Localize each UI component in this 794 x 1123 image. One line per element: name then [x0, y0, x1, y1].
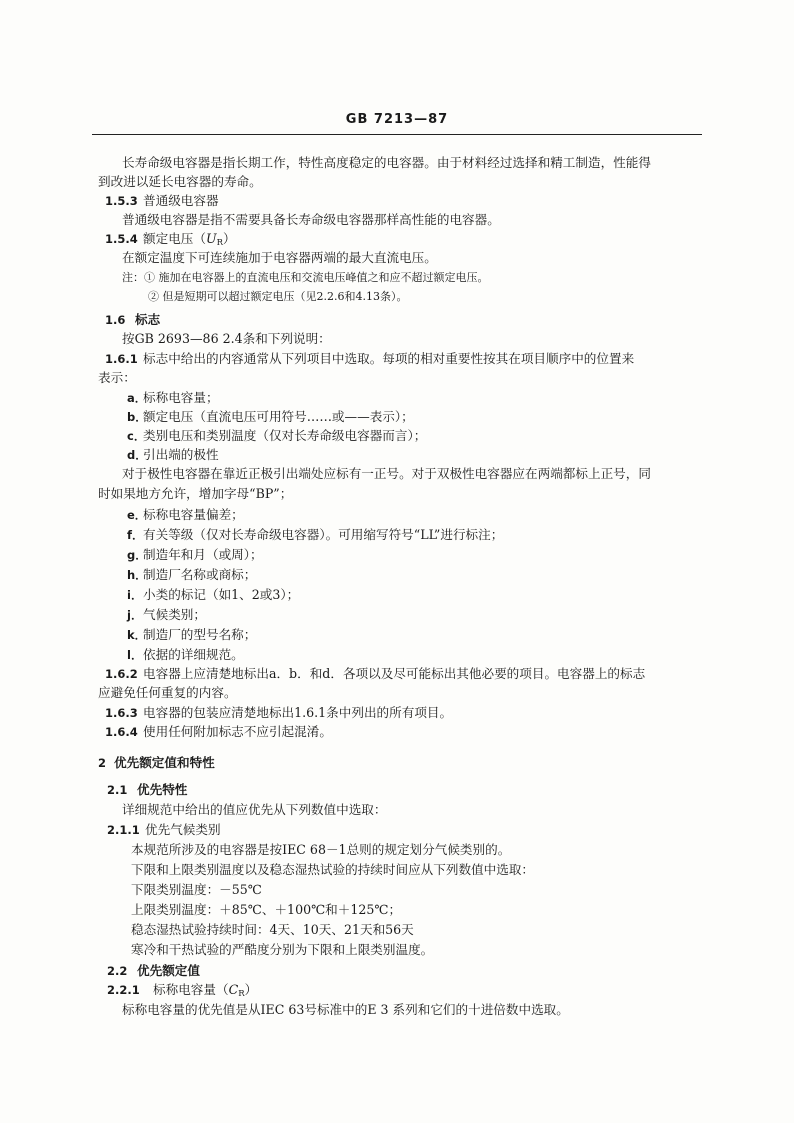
section-heading [107, 982, 257, 1002]
symbol-subscript: R [238, 989, 245, 999]
list-item [127, 627, 256, 643]
section-number: 2.2.1 [107, 983, 140, 997]
symbol-u: U [205, 231, 217, 246]
list-text: 有关等级（仅对长寿命级电容器）。可用缩写符号“LL”进行标注； [143, 527, 504, 542]
section-text: 标志中给出的内容通常从下列项目中选取。每项的相对重要性按其在项目顺序中的位置来 [143, 351, 635, 366]
paragraph-line: 上限类别温度：＋85℃、＋100℃和＋125℃； [131, 902, 402, 917]
paragraph-line: 表示： [98, 370, 136, 385]
paragraph-line: 本规范所涉及的电容器是按IEC 68－1总则的规定划分气候类别的。 [131, 842, 511, 857]
note-line: 注：① 施加在电容器上的直流电压和交流电压峰值之和应不超过额定电压。 [122, 271, 489, 284]
note-line: ② 但是短期可以超过额定电压（见2.2.6和4.13条）。 [148, 290, 408, 303]
list-key: k． [127, 628, 147, 642]
paragraph-line: 标称电容量的优先值是从IEC 63号标准中的E 3 系列和它们的十进倍数中选取。 [122, 1002, 569, 1017]
section-heading [105, 231, 236, 251]
section-text: 使用任何附加标志不应引起混淆。 [143, 724, 332, 739]
symbol-c: C [228, 982, 239, 997]
paragraph-line: 时如果地方允许，增加字母“BP”； [98, 486, 293, 501]
list-key: c． [127, 429, 146, 443]
section-title-close: ） [223, 231, 236, 246]
section-text: 电容器上应清楚地标出a．b．和d．各项以及尽可能标出其他必要的项目。电容器上的标志 [143, 666, 646, 681]
list-text: 类别电压和类别温度（仅对长寿命级电容器而言）； [143, 428, 427, 443]
section-number: 1.6.3 [105, 706, 138, 720]
section-heading [105, 312, 160, 328]
section-text: 电容器的包装应清楚地标出1.6.1条中列出的所有项目。 [143, 705, 453, 720]
paragraph-line: 在额定温度下可连续施加于电容器两端的最大直流电压。 [122, 250, 437, 265]
list-item [127, 428, 426, 444]
section-heading [105, 351, 634, 367]
list-key: d． [127, 448, 147, 462]
list-item [127, 409, 414, 425]
list-key: f． [127, 528, 144, 542]
section-title: 优先气候类别 [145, 822, 221, 837]
paragraph-line: 长寿命级电容器是指长期工作，特性高度稳定的电容器。由于材料经过选择和精工制造，性能得 [122, 155, 651, 170]
section-number: 1.6.1 [105, 352, 138, 366]
section-title: 额定电压（ [143, 231, 206, 246]
paragraph-line: 稳态湿热试验持续时间：4天、10天、21天和56天 [131, 922, 414, 937]
paragraph-line: 详细规范中给出的值应优先从下列数值中选取： [122, 802, 387, 817]
paragraph-line: 寒冷和干热试验的严酷度分别为下限和上限类别温度。 [131, 942, 434, 957]
list-text: 引出端的极性 [143, 447, 219, 462]
list-text: 制造年和月（或周）； [143, 547, 263, 562]
list-text: 依据的详细规范。 [143, 647, 244, 662]
list-text: 制造厂名称或商标； [143, 567, 257, 582]
list-item [127, 527, 503, 543]
standard-code-header: GB 7213—87 [345, 112, 449, 127]
section-title: 标称电容量（ [153, 982, 229, 997]
list-item [127, 390, 219, 406]
section-heading [105, 724, 332, 740]
section-heading [107, 822, 221, 838]
section-number: 2.1 [107, 783, 128, 797]
list-text: 额定电压（直流电压可用符号……或——表示）； [143, 409, 414, 424]
list-key: h． [127, 568, 147, 582]
section-title-close: ） [244, 982, 258, 997]
section-number: 1.5.3 [105, 194, 138, 208]
section-heading [105, 705, 452, 721]
list-item [127, 447, 219, 463]
list-key: i． [127, 588, 143, 602]
section-title: 优先特性 [137, 782, 188, 797]
section-number: 2.1.1 [107, 823, 140, 837]
paragraph-line: 应避免任何重复的内容。 [98, 685, 237, 700]
section-number: 1.5.4 [105, 232, 138, 246]
paragraph-line: 到改进以延长电容器的寿命。 [98, 174, 262, 189]
paragraph-line: 下限类别温度：－55℃ [131, 882, 262, 897]
section-heading [107, 963, 200, 979]
list-key: g． [127, 548, 147, 562]
paragraph-line: 普通级电容器是指不需要具备长寿命级电容器那样高性能的电容器。 [122, 212, 500, 227]
list-text: 制造厂的型号名称； [143, 627, 257, 642]
section-number: 1.6.4 [105, 725, 138, 739]
list-item [127, 567, 256, 583]
list-item [127, 507, 244, 523]
section-heading [105, 666, 645, 682]
section-title: 普通级电容器 [143, 193, 219, 208]
list-text: 标称电容量； [143, 390, 219, 405]
paragraph-line: 对于极性电容器在靠近正极引出端处应标有一正号。对于双极性电容器应在两端都标上正号，同 [122, 466, 651, 481]
list-key: l． [127, 648, 143, 662]
list-key: j． [127, 608, 143, 622]
section-heading [105, 193, 219, 209]
list-item [127, 607, 206, 623]
section-number: 2.2 [107, 964, 128, 978]
chapter-title: 优先额定值和特性 [114, 755, 215, 770]
chapter-number: 2 [98, 756, 107, 770]
chapter-heading [98, 755, 215, 771]
list-text: 气候类别； [143, 607, 206, 622]
list-text: 小类的标记（如1、2或3）； [143, 587, 300, 602]
list-text: 标称电容量偏差； [143, 507, 244, 522]
list-item [127, 587, 299, 603]
paragraph-line: 下限和上限类别温度以及稳态湿热试验的持续时间应从下列数值中选取： [131, 862, 534, 877]
list-item [127, 647, 244, 663]
paragraph-line: 按GB 2693—86 2.4条和下列说明： [122, 331, 331, 346]
list-key: b． [127, 410, 147, 424]
section-heading [107, 782, 187, 798]
symbol-subscript: R [216, 238, 223, 248]
section-title: 标志 [135, 312, 161, 327]
list-key: a． [127, 391, 147, 405]
list-key: e． [127, 508, 147, 522]
section-number: 1.6 [105, 313, 126, 327]
list-item [127, 547, 263, 563]
section-number: 1.6.2 [105, 667, 138, 681]
header-rule [92, 134, 702, 135]
section-title: 优先额定值 [137, 963, 200, 978]
